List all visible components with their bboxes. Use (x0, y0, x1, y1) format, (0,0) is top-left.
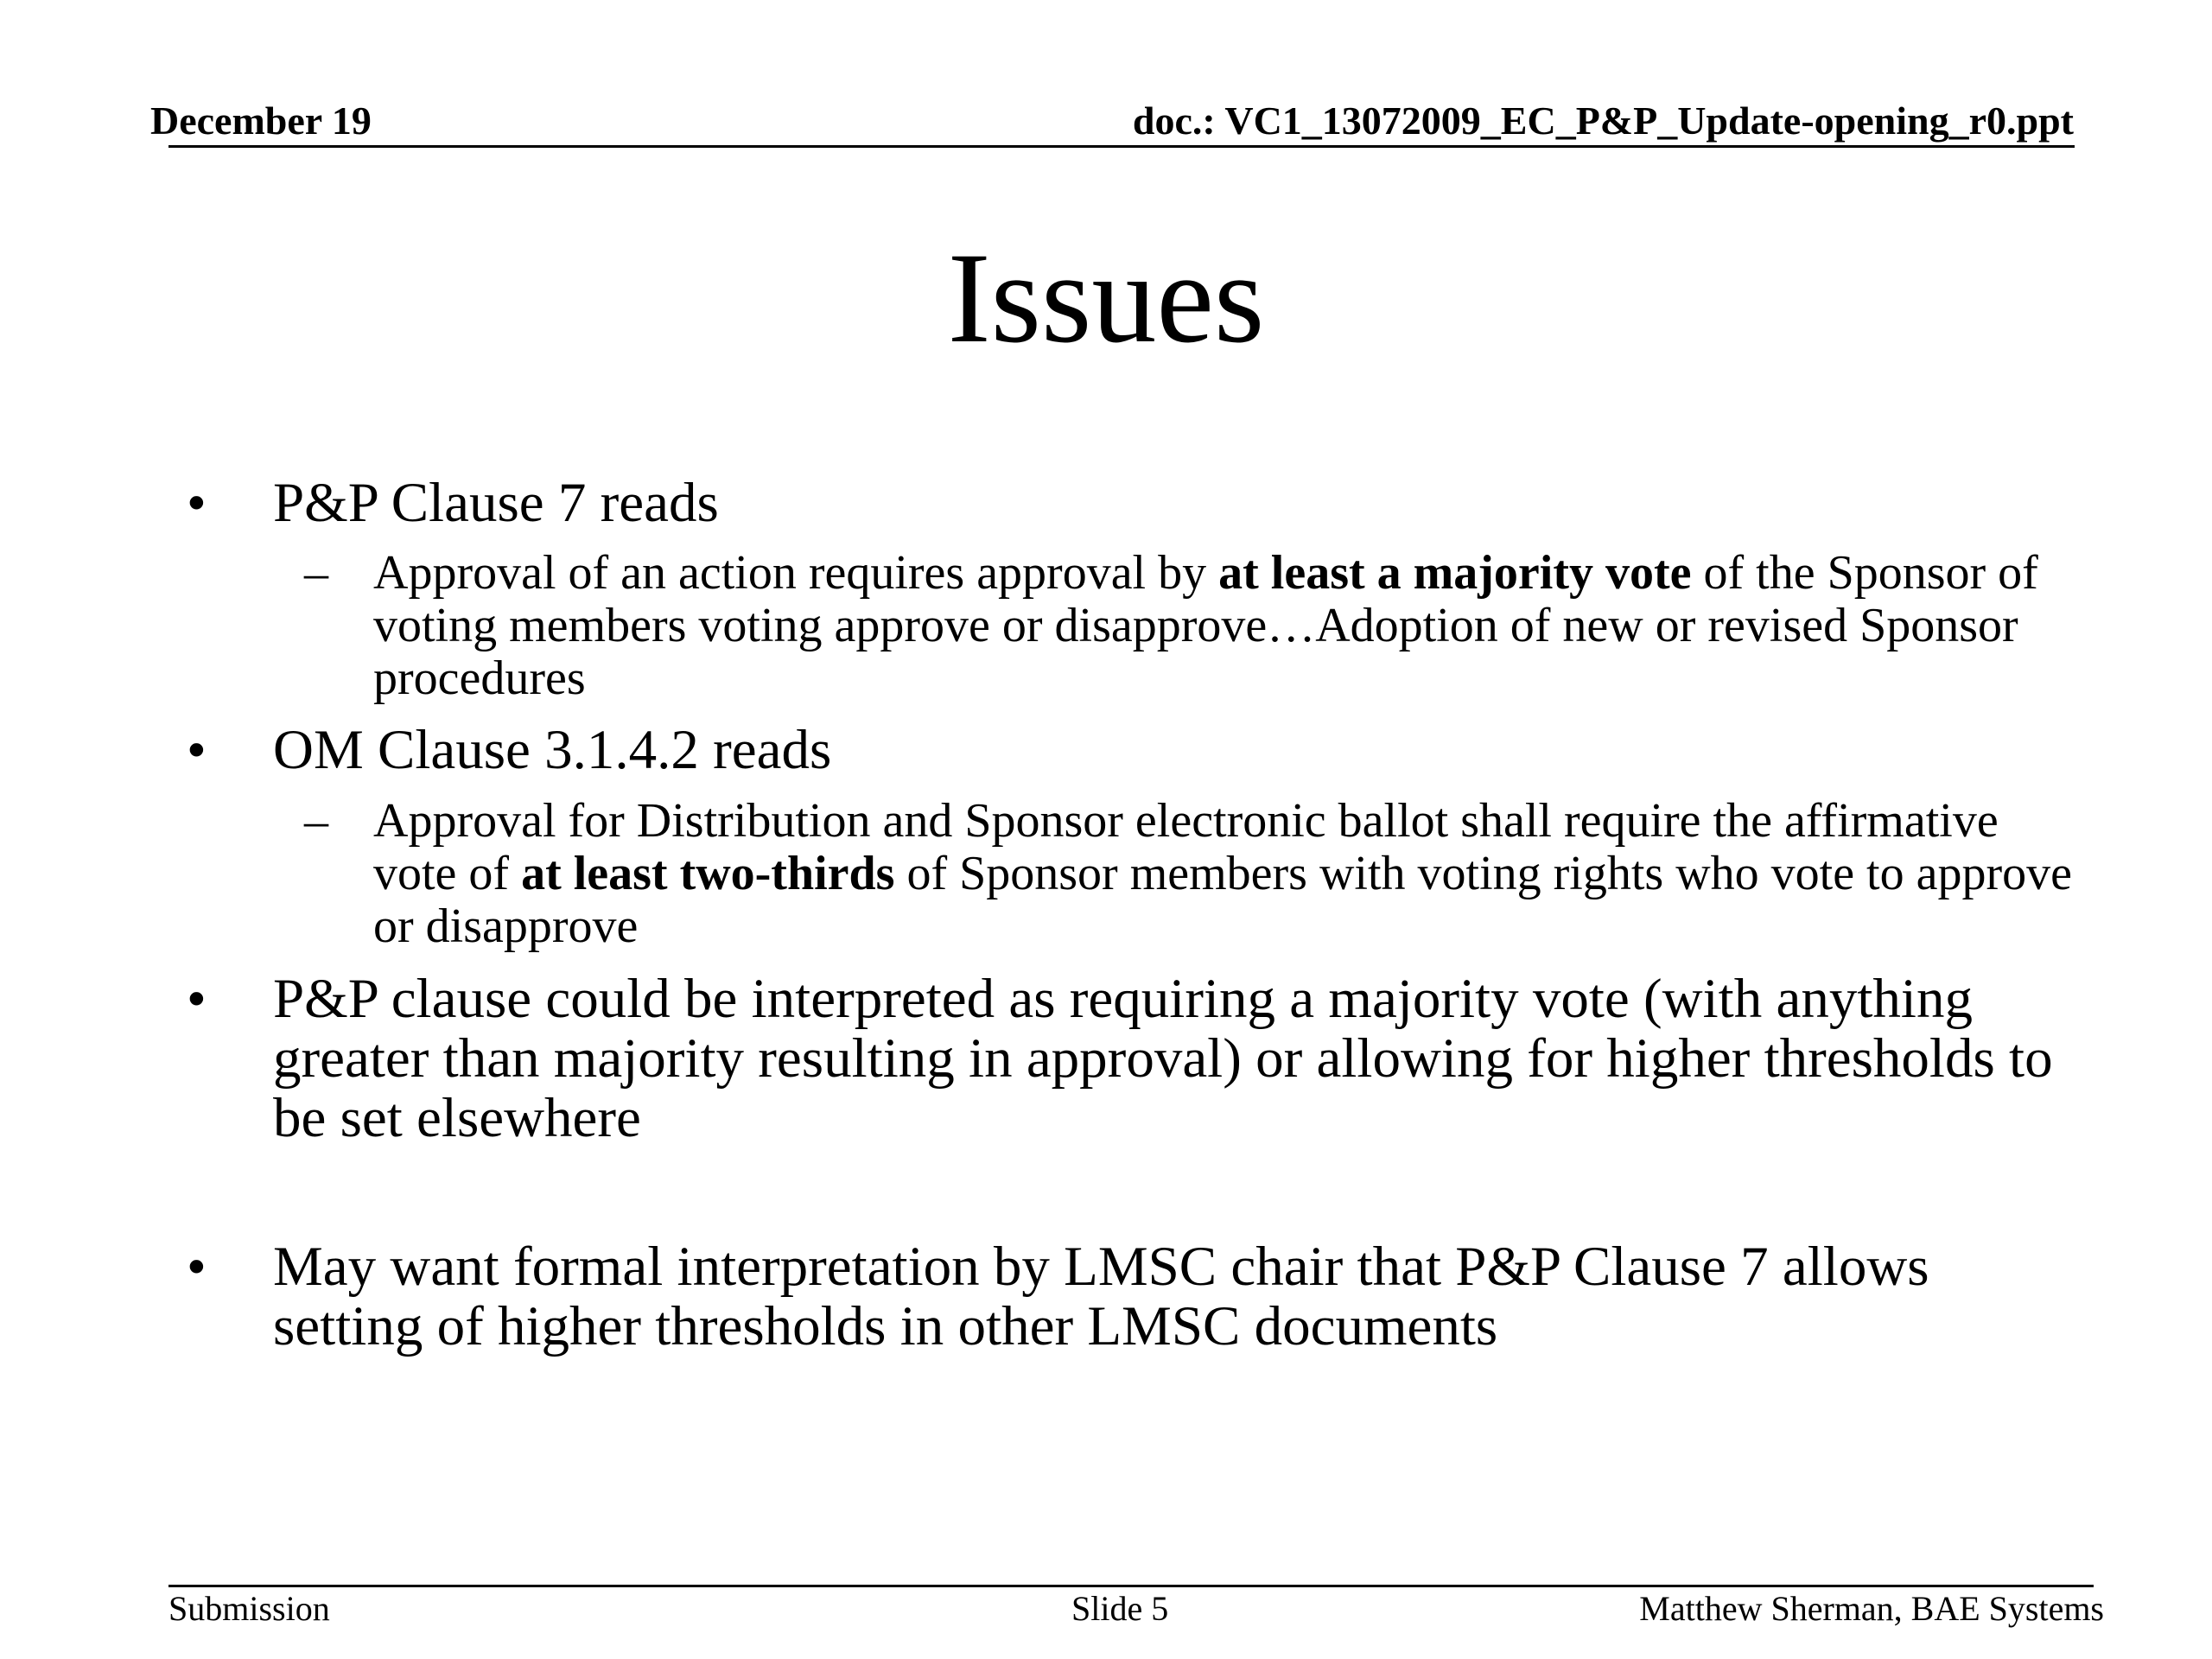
footer-rule (168, 1585, 2094, 1587)
sub-bullet-text: of the Sponsor of voting members voting approve or disapprove…Adoption of new or revised Sponsor procedures (373, 546, 2038, 705)
bullet-marker: • (187, 472, 207, 534)
sub-bullet-text: Approval for Distribution and Sponsor electronic ballot shall require the affirmative vote of (373, 794, 1999, 900)
sub-bullet-bold-text: at least two-thirds (521, 847, 895, 900)
bullet-formal-interpretation (187, 1236, 2070, 1357)
bullet-text: P&P Clause 7 reads (273, 472, 719, 534)
slide-title: Issues (947, 226, 1265, 370)
bullet-marker: • (187, 968, 207, 1030)
header-rule (168, 145, 2075, 148)
header-date: December 19 (150, 99, 372, 143)
sub-bullet-marker: – (304, 794, 328, 848)
bullet-marker: • (187, 719, 207, 781)
header-document-id: doc.: VC1_13072009_EC_P&P_Update-opening_r0.ppt (1132, 99, 2074, 143)
sub-bullet-pp-quote (304, 546, 2084, 705)
sub-bullet-bold-text: at least a majority vote (1218, 546, 1692, 600)
bullet-om-clause (187, 719, 2070, 781)
sub-bullet-text: of Sponsor members with voting rights who vote to approve or disapprove (373, 847, 2072, 953)
bullet-text: P&P clause could be interpreted as requiring a majority vote (with anything greater than majority resulting in approval) or allowing for higher thresholds to be set elsewhere (273, 968, 2053, 1149)
sub-bullet-marker: – (304, 546, 328, 600)
bullet-text: May want formal interpretation by LMSC chair that P&P Clause 7 allows setting of higher thresholds in other LMSC documents (273, 1236, 1929, 1357)
bullet-text: OM Clause 3.1.4.2 reads (273, 719, 832, 781)
bullet-pp-clause-7 (187, 472, 2070, 534)
sub-bullet-text: Approval of an action requires approval by (373, 546, 1219, 600)
sub-bullet-om-quote (304, 794, 2084, 953)
footer-submission: Submission (168, 1589, 330, 1628)
footer-author: Matthew Sherman, BAE Systems (1639, 1589, 2104, 1628)
bullet-interpretation (187, 968, 2070, 1149)
footer-slide-number: Slide 5 (1071, 1589, 1169, 1628)
bullet-marker: • (187, 1236, 207, 1298)
